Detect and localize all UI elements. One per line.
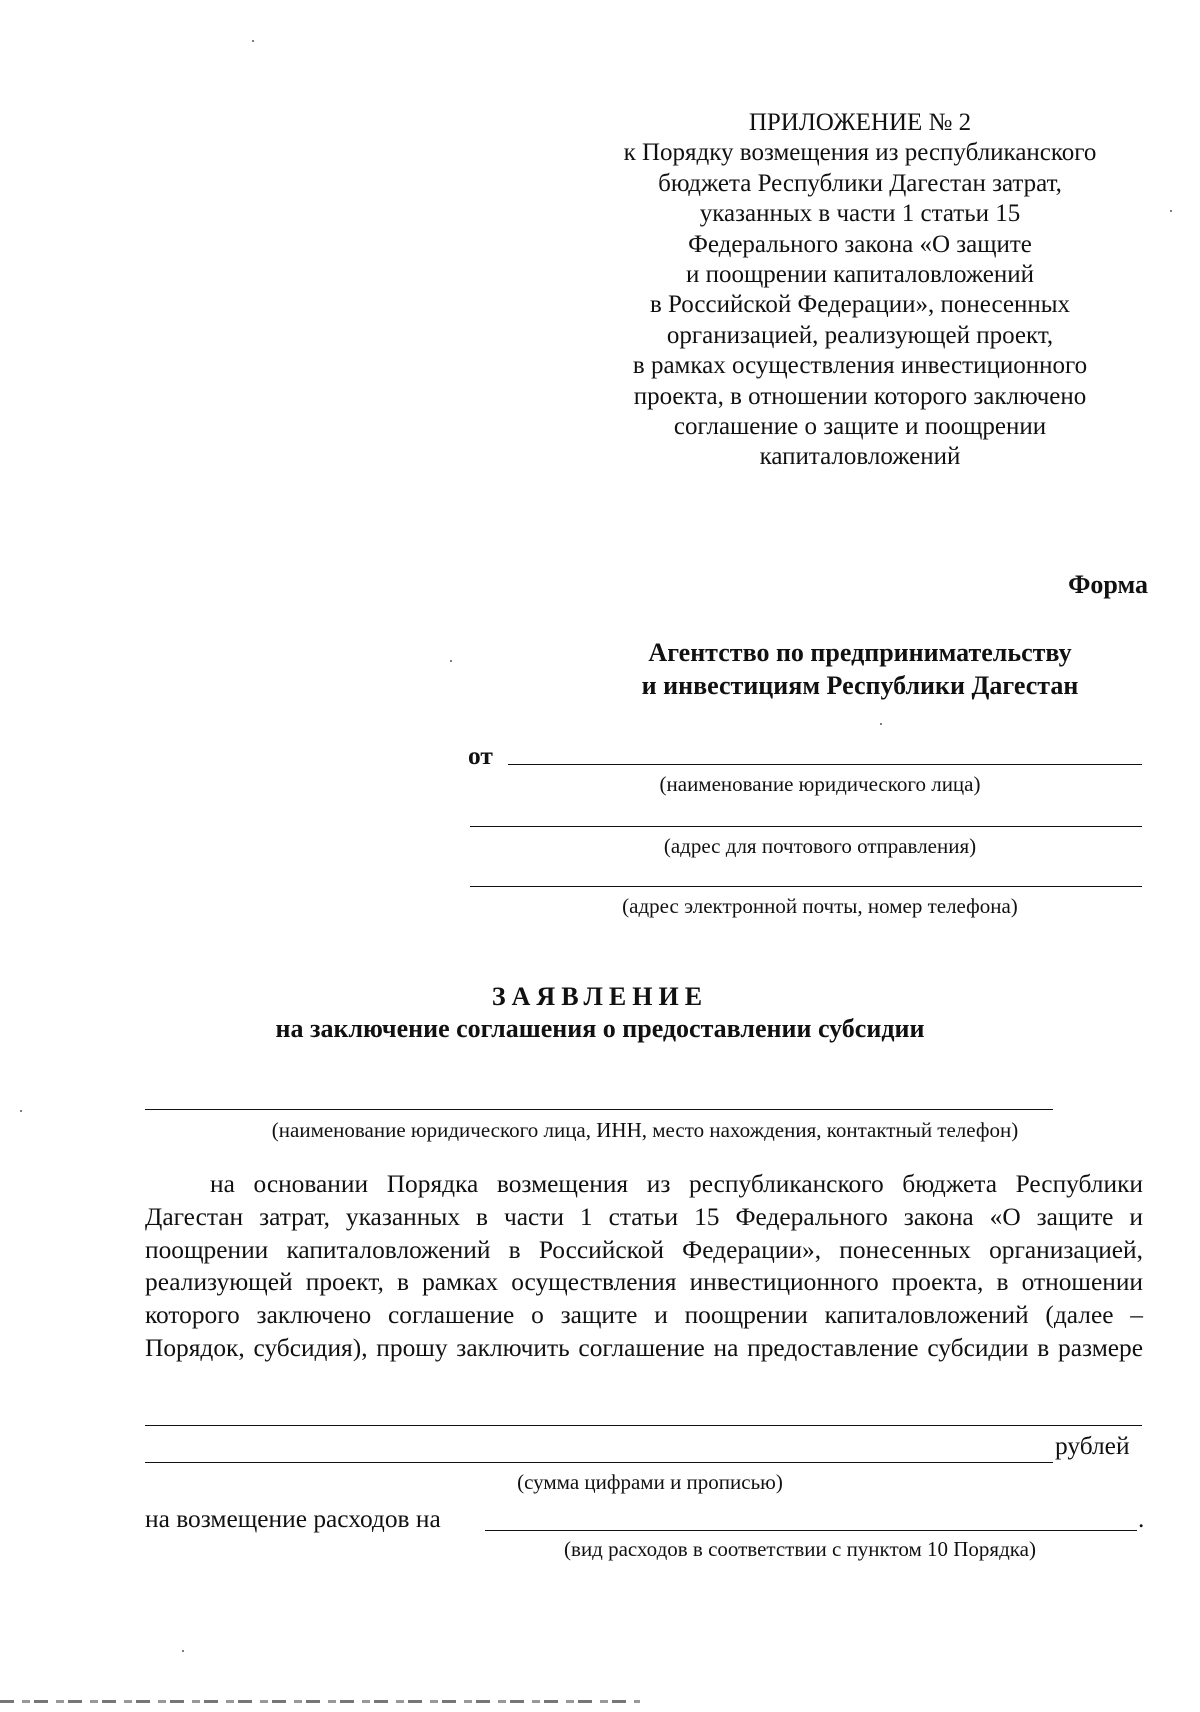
sender-name-field[interactable] <box>508 764 1142 765</box>
scan-speck <box>182 1650 184 1652</box>
appendix-line: в Российской Федерации», понесенных <box>649 291 1071 319</box>
body-paragraph <box>145 1168 1143 1365</box>
appendix-line: к Порядку возмещения из республиканского <box>623 139 1097 167</box>
scan-speck <box>252 40 254 42</box>
amount-field-line-1[interactable] <box>145 1425 1142 1426</box>
scan-bottom-strip <box>0 1700 640 1703</box>
applicant-caption: (наименование юридического лица, ИНН, место нахождения, контактный телефон) <box>271 1118 1019 1142</box>
sender-contacts-field[interactable] <box>470 886 1142 887</box>
sender-name-caption: (наименование юридического лица) <box>659 772 981 796</box>
appendix-line: и поощрении капиталовложений <box>685 261 1035 289</box>
scan-speck <box>880 723 882 725</box>
appendix-line: капиталовложений <box>759 443 961 471</box>
appendix-line: указанных в части 1 статьи 15 <box>699 200 1021 228</box>
appendix-line: бюджета Республики Дагестан затрат, <box>658 169 1062 197</box>
scan-speck <box>450 660 452 662</box>
sender-contacts-caption: (адрес электронной почты, номер телефона) <box>622 894 1018 918</box>
appendix-title: ПРИЛОЖЕНИЕ № 2 <box>748 109 972 136</box>
scan-speck <box>1170 210 1172 212</box>
sender-address-caption: (адрес для почтового отправления) <box>663 834 977 858</box>
appendix-line: в рамках осуществления инвестиционного <box>632 352 1088 380</box>
appendix-header <box>575 108 1145 473</box>
appendix-line: организацией, реализующей проект, <box>666 321 1054 349</box>
form-label: Форма <box>1068 570 1148 599</box>
expenses-field[interactable] <box>485 1530 1137 1531</box>
currency-label: рублей <box>1055 1432 1130 1460</box>
addressee-line-1: Агентство по предпринимательству <box>648 638 1072 667</box>
amount-caption: (сумма цифрами и прописью) <box>517 1470 783 1494</box>
addressee-line-2: и инвестициям Республики Дагестан <box>641 671 1079 700</box>
from-label: от <box>468 742 493 770</box>
document-title: ЗАЯВЛЕНИЕ <box>491 982 709 1011</box>
sender-address-field[interactable] <box>470 826 1142 827</box>
scan-speck <box>20 1110 22 1112</box>
amount-field-line-2[interactable] <box>145 1462 1053 1463</box>
document-subtitle: на заключение соглашения о предоставлении субсидии <box>275 1014 925 1043</box>
expenses-label: на возмещение расходов на <box>145 1505 441 1533</box>
applicant-field[interactable] <box>145 1109 1053 1110</box>
expenses-caption: (вид расходов в соответствии с пунктом 10 Порядка) <box>564 1537 1036 1561</box>
expenses-end-mark: . <box>1138 1505 1145 1533</box>
addressee-block <box>600 636 1120 702</box>
body-text: на основании Порядка возмещения из республиканского бюджета Республики Дагестан затрат, указанных в части 1 статьи 15 Федерального закона «О защите и поощрении капиталовложений в Российской Федерации», понесенных организацией, реализующей проект, в рамках осуществления инвестиционного проекта, в отношении которого заключено соглашение о защите и поощрении капиталовложений (далее – Порядок, субсидия), прошу заключить соглашение на предоставление субсидии в размере <box>145 1170 1143 1362</box>
appendix-line: соглашение о защите и поощрении <box>673 413 1047 441</box>
appendix-line: Федерального закона «О защите <box>688 230 1032 258</box>
appendix-line: проекта, в отношении которого заключено <box>633 382 1087 410</box>
